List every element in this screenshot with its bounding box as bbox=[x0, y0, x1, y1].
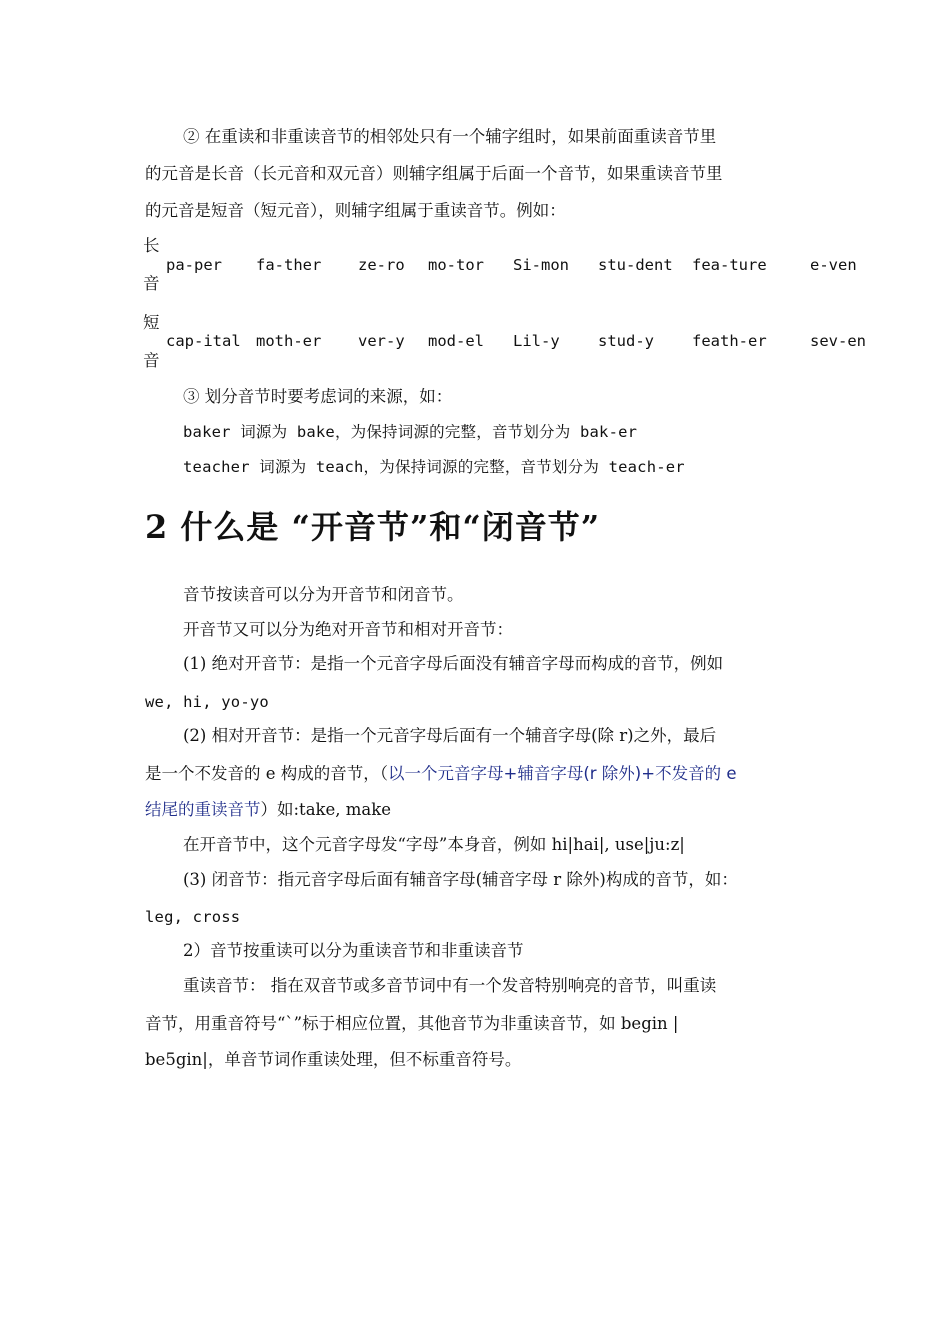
short-word: cap-ital bbox=[166, 332, 241, 350]
closed-syllable-line-1: (3) 闭音节：指元音字母后面有辅音字母(辅音字母 r 除外)构成的音节，如： bbox=[183, 870, 738, 889]
long-label-char-1: 长 bbox=[143, 236, 160, 255]
absolute-open-syllable-line-2: we, hi, yo-yo bbox=[145, 693, 269, 711]
short-word: stud-y bbox=[598, 332, 654, 350]
short-label-char-1: 短 bbox=[143, 313, 160, 332]
stress-classification: 2）音节按重读可以分为重读音节和非重读音节 bbox=[183, 941, 524, 960]
long-word: Si-mon bbox=[513, 256, 569, 274]
short-word: Lil-y bbox=[513, 332, 560, 350]
relative-open-syllable-line-3 bbox=[145, 799, 391, 821]
example-teacher: teacher 词源为 teach，为保持词源的完整，音节划分为 teach-er bbox=[183, 458, 685, 476]
short-word: ver-y bbox=[358, 332, 405, 350]
rule3-text: ③ 划分音节时要考虑词的来源，如： bbox=[183, 387, 453, 406]
closed-syllable-line-2: leg, cross bbox=[145, 908, 241, 926]
relative-open-highlight: 以一个元音字母+辅音字母(r 除外)+不发音的 e bbox=[388, 764, 737, 783]
long-word: stu-dent bbox=[598, 256, 673, 274]
long-word: ze-ro bbox=[358, 256, 405, 274]
short-word: feath-er bbox=[692, 332, 767, 350]
example-baker: baker 词源为 bake，为保持词源的完整，音节划分为 bak-er bbox=[183, 423, 638, 441]
long-label-char-2: 音 bbox=[143, 274, 160, 293]
stressed-syllable-line-3: be5gin|，单音节词作重读处理，但不标重音符号。 bbox=[145, 1050, 522, 1069]
section-heading: 2 什么是 “开音节”和“闭音节” bbox=[145, 508, 601, 546]
paragraph-1: 音节按读音可以分为开音节和闭音节。 bbox=[183, 585, 464, 604]
long-word: pa-per bbox=[166, 256, 222, 274]
relative-open-example: ）如:take, make bbox=[260, 800, 392, 819]
relative-open-syllable-line-2 bbox=[145, 763, 736, 785]
long-word: fea-ture bbox=[692, 256, 767, 274]
relative-open-text: 是一个不发音的 e 构成的音节，（ bbox=[145, 764, 389, 783]
short-word: mod-el bbox=[428, 332, 484, 350]
open-syllable-pronunciation: 在开音节中，这个元音字母发“字母”本身音，例如 hi|hai|, use|ju:z| bbox=[183, 835, 685, 854]
rule2-line-1: ② 在重读和非重读音节的相邻处只有一个辅字组时，如果前面重读音节里 bbox=[183, 127, 717, 146]
short-word: sev-en bbox=[810, 332, 866, 350]
stressed-syllable-line-1: 重读音节： 指在双音节或多音节词中有一个发音特别响亮的音节，叫重读 bbox=[183, 976, 717, 995]
paragraph-2: 开音节又可以分为绝对开音节和相对开音节： bbox=[183, 620, 513, 639]
rule2-line-3: 的元音是短音（短元音），则辅字组属于重读音节。例如： bbox=[145, 201, 566, 220]
long-word: e-ven bbox=[810, 256, 857, 274]
stressed-syllable-line-2: 音节，用重音符号“`”标于相应位置，其他音节为非重读音节，如 begin | bbox=[145, 1014, 679, 1033]
short-label-char-2: 音 bbox=[143, 351, 160, 370]
relative-open-syllable-line-1: (2) 相对开音节：是指一个元音字母后面有一个辅音字母(除 r)之外，最后 bbox=[183, 726, 717, 745]
relative-open-highlight-end: 结尾的重读音节 bbox=[145, 800, 261, 819]
short-word: moth-er bbox=[256, 332, 322, 350]
long-word: fa-ther bbox=[256, 256, 322, 274]
long-word: mo-tor bbox=[428, 256, 484, 274]
absolute-open-syllable-line-1: (1) 绝对开音节：是指一个元音字母后面没有辅音字母而构成的音节，例如 bbox=[183, 654, 724, 673]
rule2-line-2: 的元音是长音（长元音和双元音）则辅字组属于后面一个音节，如果重读音节里 bbox=[145, 164, 723, 183]
